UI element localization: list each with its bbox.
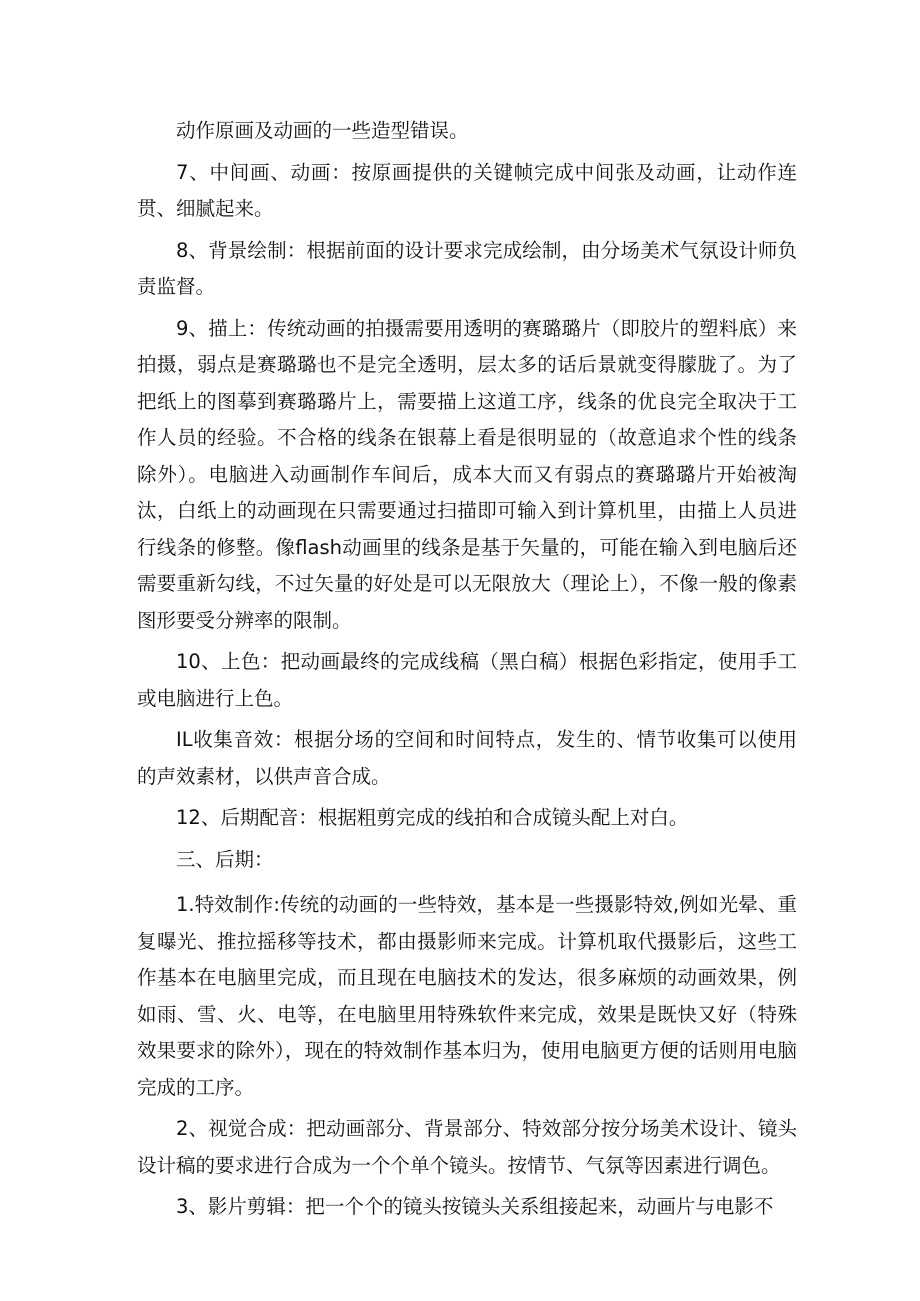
paragraph-item-12: 12、后期配音：根据粗剪完成的线拍和合成镜头配上对白。 xyxy=(176,806,689,829)
document-body xyxy=(137,113,797,1231)
section-heading-post-production: 三、后期： xyxy=(176,847,274,871)
paragraph-item-10: 10、上色：把动画最终的完成线稿（黑白稿）根据色彩指定，使用手工或电脑进行上色。 xyxy=(137,650,797,710)
paragraph-post-2: 2、视觉合成：把动画部分、背景部分、特效部分按分场美术设计、镜头设计稿的要求进行合成为一个个单个镜头。按情节、气氛等因素进行调色。 xyxy=(137,1117,797,1177)
paragraph-item-8: 8、背景绘制：根据前面的设计要求完成绘制，由分场美术气氛设计师负责监督。 xyxy=(137,238,797,298)
paragraph-post-1: 1.特效制作:传统的动画的一些特效，基本是一些摄影特效,例如光晕、重复曝光、推拉摇移等技术，都由摄影师来完成。计算机取代摄影后，这些工作基本在电脑里完成，而且现在电脑技术的发达，很多麻烦的动画效果，例如雨、雪、火、电等，在电脑里用特殊软件来完成，效果是既快又好（特殊效果要求的除外），现在的特效制作基本归为，使用电脑更方便的话则用电脑完成的工序。 xyxy=(137,893,797,1099)
paragraph-item-7: 7、中间画、动画：按原画提供的关键帧完成中间张及动画，让动作连贯、细腻起来。 xyxy=(137,160,797,220)
paragraph-item-11: IL收集音效：根据分场的空间和时间特点，发生的、情节收集可以使用的声效素材，以供声音合成。 xyxy=(137,728,797,788)
paragraph-post-3: 3、影片剪辑：把一个个的镜头按镜头关系组接起来，动画片与电影不 xyxy=(176,1195,774,1218)
paragraph-item-9: 9、描上：传统动画的拍摄需要用透明的赛璐璐片（即胶片的塑料底）来拍摄，弱点是赛璐璐也不是完全透明，层太多的话后景就变得朦胧了。为了把纸上的图摹到赛璐璐片上，需要描上这道工序，线条的优良完全取决于工作人员的经验。不合格的线条在银幕上看是很明显的（故意追求个性的线条除外）。电脑进入动画制作车间后，成本大而又有弱点的赛璐璐片开始被淘汰，白纸上的动画现在只需要通过扫描即可输入到计算机里，由描上人员进行线条的修整。像flash动画里的线条是基于矢量的，可能在输入到电脑后还需要重新勾线，不过矢量的好处是可以无限放大（理论上），不像一般的像素图形要受分辨率的限制。 xyxy=(137,316,797,632)
paragraph-continuation: 动作原画及动画的一些造型错误。 xyxy=(176,119,469,142)
